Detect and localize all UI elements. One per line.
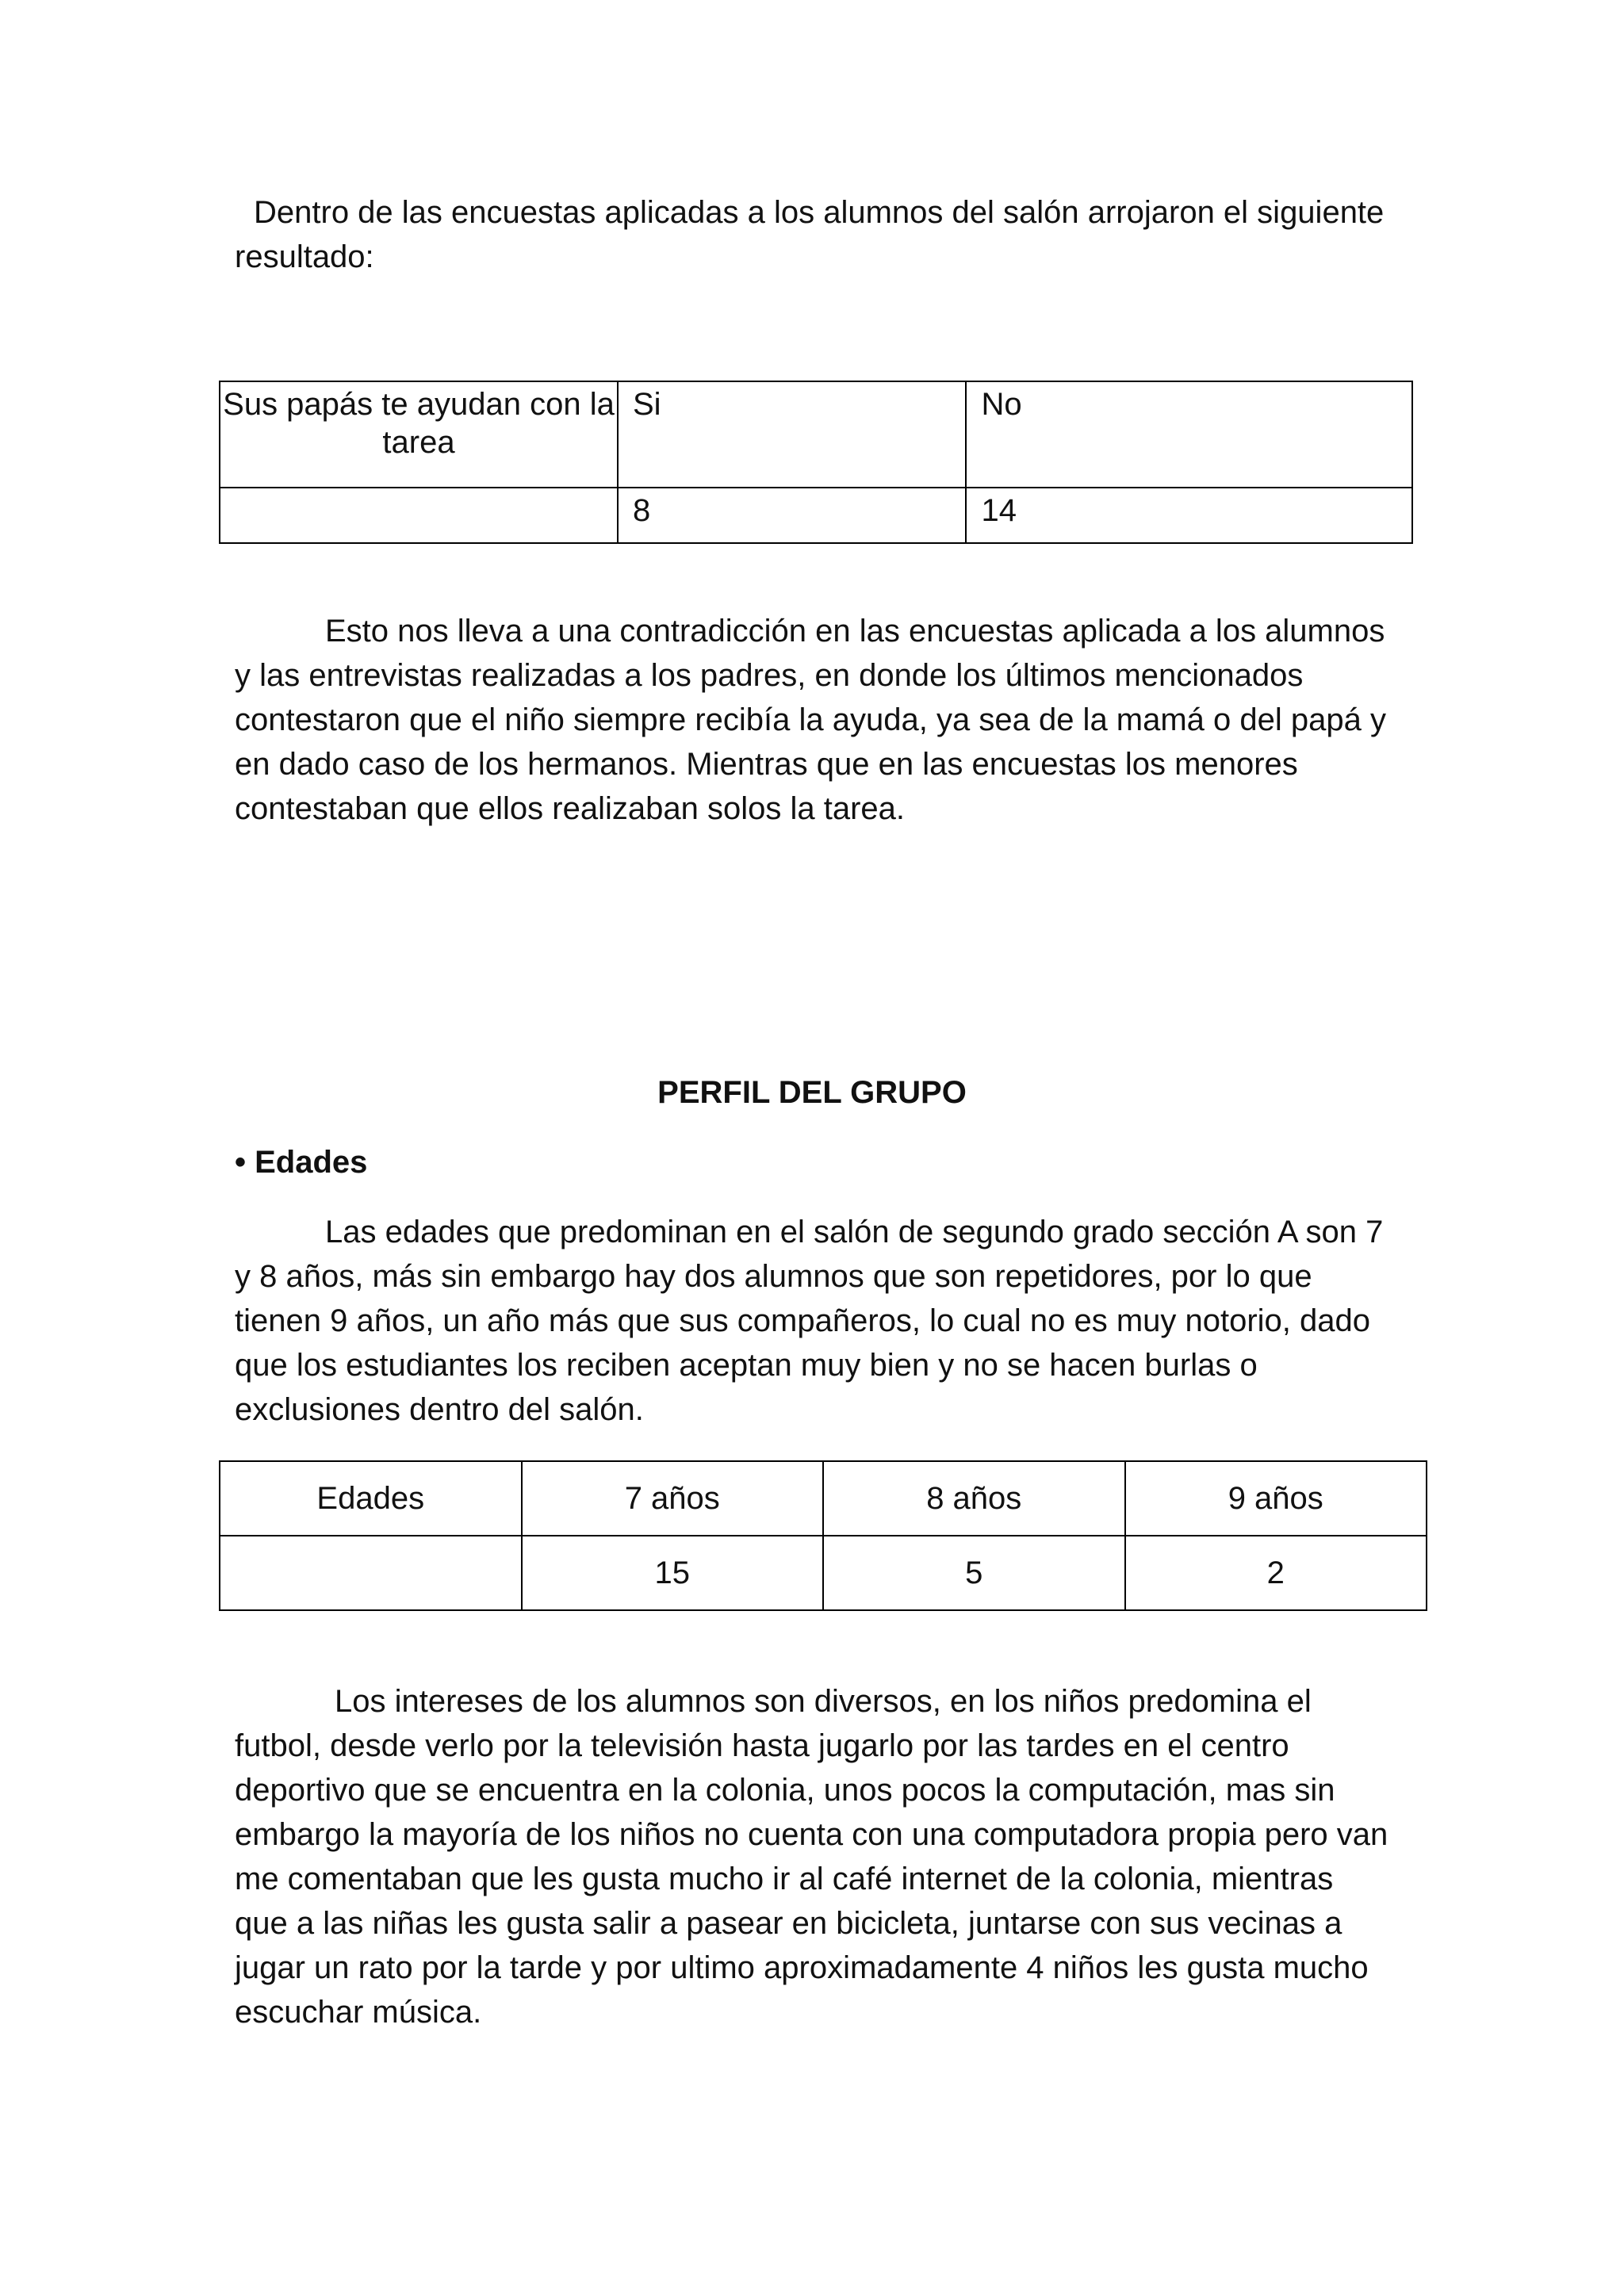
table2-header-9: 9 años <box>1125 1461 1427 1536</box>
ages-table <box>219 1460 1427 1611</box>
table2-header-8: 8 años <box>823 1461 1125 1536</box>
contradiction-paragraph: Esto nos lleva a una contradicción en las encuestas aplicada a los alumnos y las entrevistas realizadas a los padres, en donde los últimos mencionados contestaron que el niño siempre recibía la ayuda, ya sea de la mamá o del papá y en dado caso de los hermanos. Mientras que en las encuestas los menores contestaban que ellos realizaban solos la tarea. <box>235 614 1386 826</box>
table2-value-7: 15 <box>522 1536 824 1610</box>
table2-value-8: 5 <box>823 1536 1125 1610</box>
table2-row-label <box>220 1536 522 1610</box>
table1-row-label <box>220 488 618 543</box>
ages-paragraph: Las edades que predominan en el salón de segundo grado sección A son 7 y 8 años, más sin embargo hay dos alumnos que son repetidores, por lo que tienen 9 años, un año más que sus compañeros, lo cual no es muy notorio, dado que los estudiantes los reciben aceptan muy bien y no se hacen burlas o exclusiones dentro del salón. <box>235 1215 1384 1427</box>
help-with-homework-table <box>219 381 1413 544</box>
table1-header-no: No <box>966 381 1412 488</box>
table2-header-7: 7 años <box>522 1461 824 1536</box>
table1-header-si: Si <box>618 381 966 488</box>
table1-value-no: 14 <box>966 488 1412 543</box>
interests-paragraph: Los intereses de los alumnos son diversos, en los niños predomina el futbol, desde verlo por la televisión hasta jugarlo por las tardes en el centro deportivo que se encuentra en la colonia, unos pocos la computación, mas sin embargo la mayoría de los niños no cuenta con una computadora propia pero van me comentaban que les gusta mucho ir al café internet de la colonia, mientras que a las niñas les gusta salir a pasear en bicicleta, juntarse con sus vecinas a jugar un rato por la tarde y por ultimo aproximadamente 4 niños les gusta mucho escuchar música. <box>235 1684 1388 2030</box>
table2-header-edades: Edades <box>220 1461 522 1536</box>
table1-question-cell: Sus papás te ayudan con la tarea <box>220 381 618 488</box>
table1-value-si: 8 <box>618 488 966 543</box>
intro-paragraph: Dentro de las encuestas aplicadas a los alumnos del salón arrojaron el siguiente resultado: <box>235 195 1385 274</box>
table2-value-9: 2 <box>1125 1536 1427 1610</box>
section-title: PERFIL DEL GRUPO <box>657 1075 967 1110</box>
bullet-edades: • Edades <box>235 1145 368 1180</box>
